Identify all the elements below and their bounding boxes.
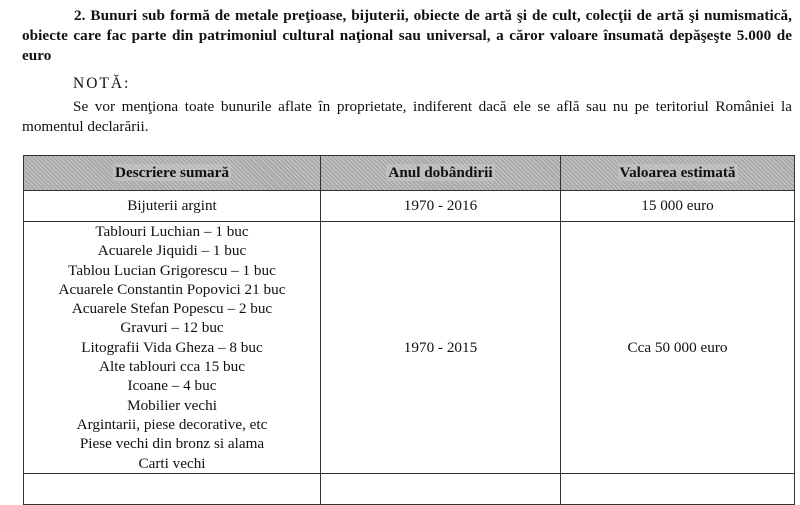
table-header-row [24, 156, 795, 191]
table-row [24, 473, 795, 504]
section-heading: 2. Bunuri sub formă de metale preţioase, bijuterii, obiecte de artă şi de cult, colecţii de artă şi numismatică, obiecte care fac parte din patrimoniul cultural naţional sau universal, a căror valoare însumată depăşeşte 5.000 de euro [22, 7, 792, 64]
description-line: Argintarii, piese decorative, etc [76, 415, 268, 433]
description-line: Tablouri Luchian – 1 buc [95, 223, 249, 240]
note-title: NOTĂ: [73, 75, 131, 92]
value-cell [561, 473, 795, 504]
header-estimated-value: Valoarea estimată [561, 156, 795, 191]
description-line: Acuarele Constantin Popovici 21 buc [58, 280, 286, 298]
description-cell [24, 191, 321, 222]
description-line: Mobilier vechi [127, 396, 217, 414]
header-year-acquired: Anul dobândirii [321, 156, 561, 191]
value-cell: 15 000 euro [561, 191, 795, 222]
description-line: Bijuterii argint [127, 197, 217, 215]
description-line: Litografii Vida Gheza – 8 buc [81, 338, 263, 356]
description-line: Gravuri – 12 buc [120, 319, 224, 337]
description-cell [24, 473, 321, 504]
table-row [24, 191, 795, 222]
year-cell [321, 473, 561, 504]
header-description: Descriere sumară [24, 156, 321, 191]
description-line: Carti vechi [138, 454, 206, 472]
note-text: Se vor menţiona toate bunurile aflate în proprietate, indiferent dacă ele se află sau nu pe teritoriul României la momentul declarării. [22, 98, 792, 135]
description-line: Tablou Lucian Grigorescu – 1 buc [68, 261, 276, 279]
table-row [24, 222, 795, 474]
description-line: Acuarele Jiquidi – 1 buc [97, 242, 247, 260]
assets-table [23, 155, 795, 505]
description-line: Icoane – 4 buc [127, 377, 217, 395]
year-cell: 1970 - 2016 [321, 191, 561, 222]
value-cell: Cca 50 000 euro [561, 222, 795, 474]
description-line: Alte tablouri cca 15 buc [99, 358, 245, 376]
year-cell: 1970 - 2015 [321, 222, 561, 474]
description-cell [24, 222, 321, 474]
description-line: Piese vechi din bronz si alama [79, 435, 265, 453]
description-line: Acuarele Stefan Popescu – 2 buc [71, 300, 273, 318]
